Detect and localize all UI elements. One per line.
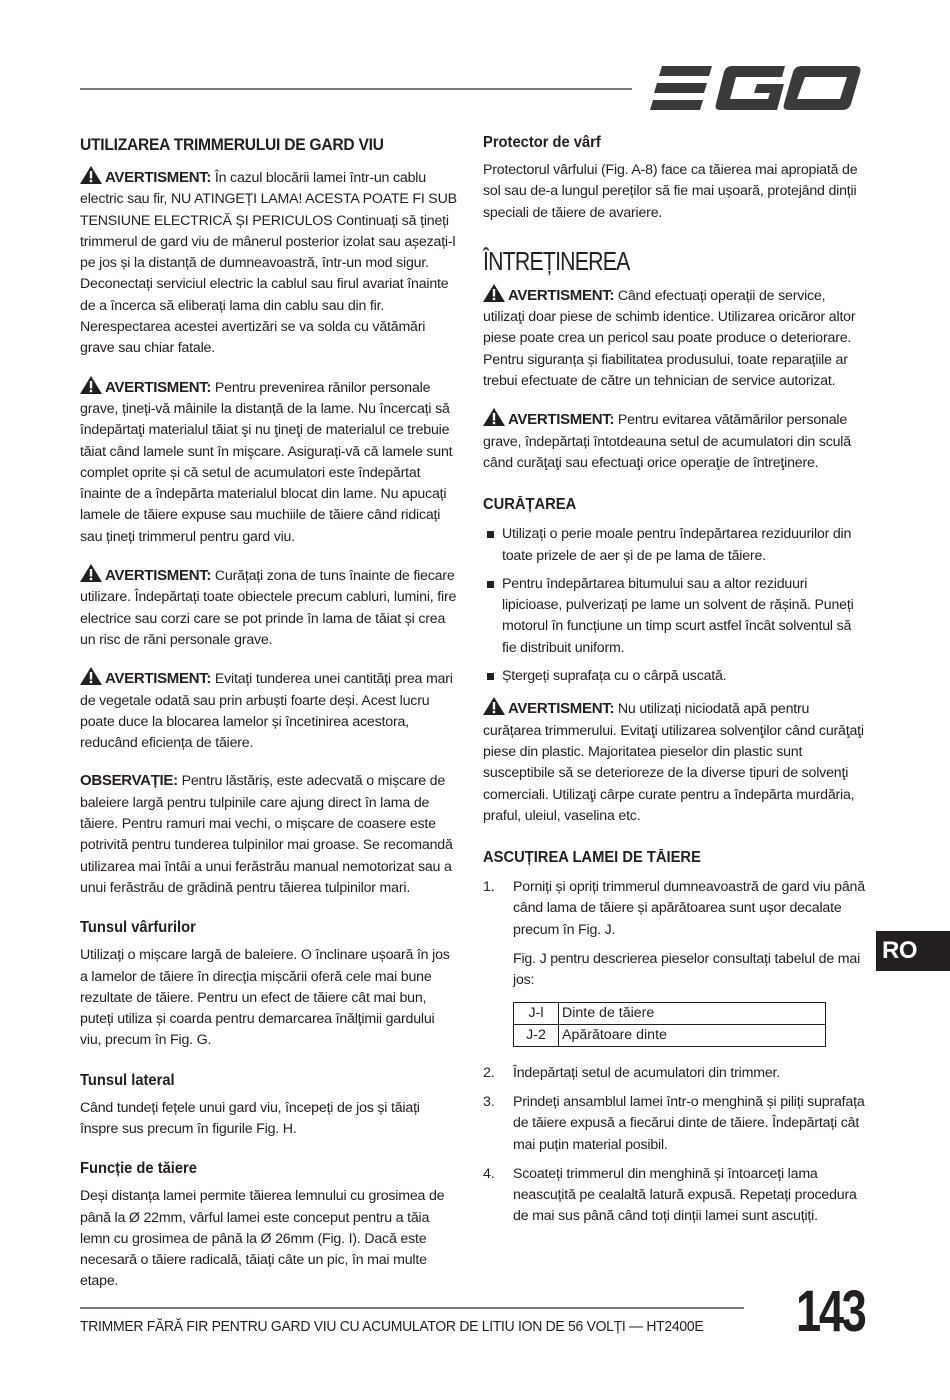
square-bullet-icon [487, 581, 494, 588]
table-cell-code: J-2 [514, 1024, 559, 1046]
table-cell-desc: Dinte de tăiere [559, 1002, 826, 1024]
note-text: Pentru lăstăriș, este adecvată o mișcare de baleiere largă pentru tulpinile care ajung direct în lama de tăiere. Pentru ramuri mai vechi, o mișcare de coasere este potrivită pentru tunderea tulpinilor mai groase. Se recomandă utilizarea mai întâi a unui ferăstrău manual nemotorizat sau a unui ferăstrău de grădină pentru tăierea tulpinilor mari. [80, 773, 453, 896]
sharpening-steps [483, 877, 867, 941]
warning-triangle-icon [80, 564, 102, 582]
list-item: 4. Scoateți trimmerul din menghină și întoarceți lama neascuțită pe cealaltă latură expusă. Repetați procedura de mai sus până când toți dinții lamei sunt ascuțiți. [483, 1165, 857, 1225]
warning-paragraph [80, 376, 458, 548]
warning-paragraph [80, 166, 458, 360]
table-row [514, 1024, 826, 1046]
warning-text: Pentru prevenirea rănilor personale grave, țineți-vă mâinile la distanță de la lame. Nu încercați să îndepărtaţi materialul tăiat şi nu ţineţi de materialul ce trebuie tăiat când lamele sunt în mişcare. Asigurați-vă că lamele sunt complet oprite și că setul de acumulatori este îndepărtat înainte de a îndepărta materialul blocat din lame. Nu apucați lamele de tăiere expuse sau muchiile de tăiere când ridicați sau țineți trimmerul pentru gard viu. [80, 379, 453, 545]
section-title-maintenance: ÎNTREȚINEREA [483, 245, 630, 276]
footer-product-title: TRIMMER FĂRĂ FIR PENTRU GARD VIU CU ACUMULATOR DE LITIU ION DE 56 VOLȚI — HT2400E [80, 1318, 704, 1335]
warning-text: Nu utilizați niciodată apă pentru curățarea trimmerului. Evitaţi utilizarea solvenţilor când curăţaţi piese din plastic. Majoritatea pieselor din plastic sunt susceptibile să se deterioreze de la diverse tipuri de solvenţi comerciali. Utilizaţi cârpe curate pentru a îndepărta murdăria, praful, uleiul, vaselina etc. [483, 701, 864, 824]
list-item: 3. Prindeți ansamblul lamei într-o menghină și piliți suprafața de tăiere expusă a fiecărui dinte de tăiere. Îndepărtați cât mai puțin material posibil. [483, 1093, 865, 1153]
warning-triangle-icon [483, 697, 505, 715]
table-row [514, 1002, 826, 1024]
warning-triangle-icon [80, 166, 102, 184]
ego-logo [650, 64, 862, 112]
warning-label: AVERTISMENT: [508, 411, 615, 429]
warning-label: AVERTISMENT: [105, 670, 212, 688]
heading-cutting-function: Funcție de tăiere [80, 1160, 197, 1178]
warning-triangle-icon [483, 284, 505, 302]
heading-side-trimming: Tunsul lateral [80, 1071, 175, 1089]
warning-label: AVERTISMENT: [508, 700, 615, 718]
section-text: Când tundeți fețele unui gard viu, începeți de jos și tăiați înspre sus precum în figurile Fig. H. [80, 1099, 420, 1137]
footer-rule [80, 1307, 744, 1309]
warning-paragraph [80, 564, 458, 651]
table-cell-code: J-l [514, 1002, 559, 1024]
heading-sharpening: ASCUȚIREA LAMEI DE TĂIERE [483, 849, 701, 867]
left-column [80, 132, 458, 1293]
fig-note: Fig. J pentru descrierea pieselor consultați tabelul de mai jos: [513, 951, 861, 989]
square-bullet-icon [487, 531, 494, 538]
warning-paragraph [483, 697, 867, 827]
cleaning-list [483, 524, 867, 687]
list-item: Utilizați o perie moale pentru îndepărtarea reziduurilor din toate prizele de aer și de pe lama de tăiere. [483, 524, 867, 567]
warning-label: AVERTISMENT: [508, 286, 615, 304]
sharpening-steps [483, 1063, 867, 1228]
table-cell-desc: Apărătoare dinte [559, 1024, 826, 1046]
language-tab: RO [876, 931, 950, 971]
warning-triangle-icon [80, 667, 102, 685]
page-number: 143 [796, 1279, 865, 1344]
warning-text: Curățați zona de tuns înainte de fiecare utilizare. Îndepărtați toate obiectele precum cabluri, lumini, fire electrice sau corzi care se pot prinde în lama de tăiat și crea un risc de răni personale grave. [80, 568, 457, 648]
warning-label: AVERTISMENT: [105, 567, 212, 585]
square-bullet-icon [487, 673, 494, 680]
heading-tip-guard: Protector de vârf [483, 134, 601, 151]
warning-paragraph [483, 284, 867, 392]
section-text: Deși distanța lamei permite tăierea lemnului cu grosimea de până la Ø 22mm, vârful lamei este conceput pentru a tăia lemn cu grosimea de până la Ø 26mm (Fig. I). Dacă este necesară o tăiere radicală, tăiați câte un pic, în mai multe etape. [80, 1188, 445, 1290]
warning-triangle-icon [80, 376, 102, 394]
right-column [483, 132, 867, 1236]
note-label: OBSERVAȚIE: [80, 772, 178, 790]
warning-paragraph [483, 408, 867, 474]
section-title-using-trimmer: UTILIZAREA TRIMMERULUI DE GARD VIU [80, 135, 384, 154]
list-item: Ștergeți suprafața cu o cârpă uscată. [483, 666, 867, 687]
warning-triangle-icon [483, 408, 505, 426]
heading-top-trimming: Tunsul vârfurilor [80, 919, 196, 937]
warning-text: Când efectuați operații de service, utilizaţi doar piese de schimb identice. Utilizarea oricăror altor piese poate crea un pericol sau poate produce o deteriorare. Pentru siguranța și fiabilitatea produsului, toate reparațiile ar trebui efectuate de către un tehnician de service autorizat. [483, 287, 856, 390]
warning-text: În cazul blocării lamei într-un cablu electric sau fir, NU ATINGEȚI LAMA! ACESTA POATE FI SUB TENSIUNE ELECTRICĂ ȘI PERICULOS Continuați să țineți trimmerul de gard viu de mânerul posterior izolat sau așezați-l pe jos și la distanță de dumneavoastră, într-un mod sigur. Deconectați serviciul electric la cablul sau firul avariat înainte de a încerca să eliberați lama din cablu sau din fir. Nerespectarea acestei avertizări se va solda cu vătămări grave sau chiar fatale. [80, 170, 457, 357]
list-item: 2. Îndepărtați setul de acumulatori din trimmer. [483, 1064, 780, 1081]
section-text: Utilizați o mișcare largă de baleiere. O înclinare ușoară în jos a lamelor de tăiere în direcția mișcării oferă cele mai bune rezultate de tăiere. Pentru un efect de tăiere cât mai bun, puteți utiliza și coarda pentru demarcarea înălțimii gardului viu, precum în Fig. G. [80, 947, 450, 1049]
warning-text: Pentru evitarea vătămărilor personale grave, îndepărtați întotdeauna setul de acumulatori din sculă când curăţaţi sau efectuaţi orice operaţie de întreţinere. [483, 412, 851, 471]
list-item: Pentru îndepărtarea bitumului sau a altor reziduuri lipicioase, pulverizați pe lame un solvent de rășină. Puneți motorul în funcțiune un timp scurt astfel încât solventul să fie distribuit uniform. [483, 574, 867, 659]
section-text: Protectorul vârfului (Fig. A-8) face ca tăierea mai apropiată de sol sau de-a lungul pereților să fie mai ușoară, protejând dinții speciali de tăiere de avariere. [483, 162, 858, 221]
warning-label: AVERTISMENT: [105, 378, 212, 396]
header-rule [80, 88, 632, 90]
note-paragraph [80, 770, 458, 899]
warning-label: AVERTISMENT: [105, 169, 212, 186]
warning-paragraph [80, 667, 458, 754]
list-item: 1. Porniți și opriți trimmerul dumneavoastră de gard viu până când lama de tăiere și apărătoarea sunt ușor decalate precum în Fig. J. [483, 879, 865, 938]
heading-cleaning: CURĂȚAREA [483, 496, 577, 514]
parts-table [513, 1002, 826, 1047]
warning-text: Evitați tunderea unei cantități prea mari de vegetale odată sau prin arbuști foarte deși. Acest lucru poate duce la blocarea lamelor și încetinirea acestora, reducând eficiența de tăiere. [80, 671, 453, 752]
